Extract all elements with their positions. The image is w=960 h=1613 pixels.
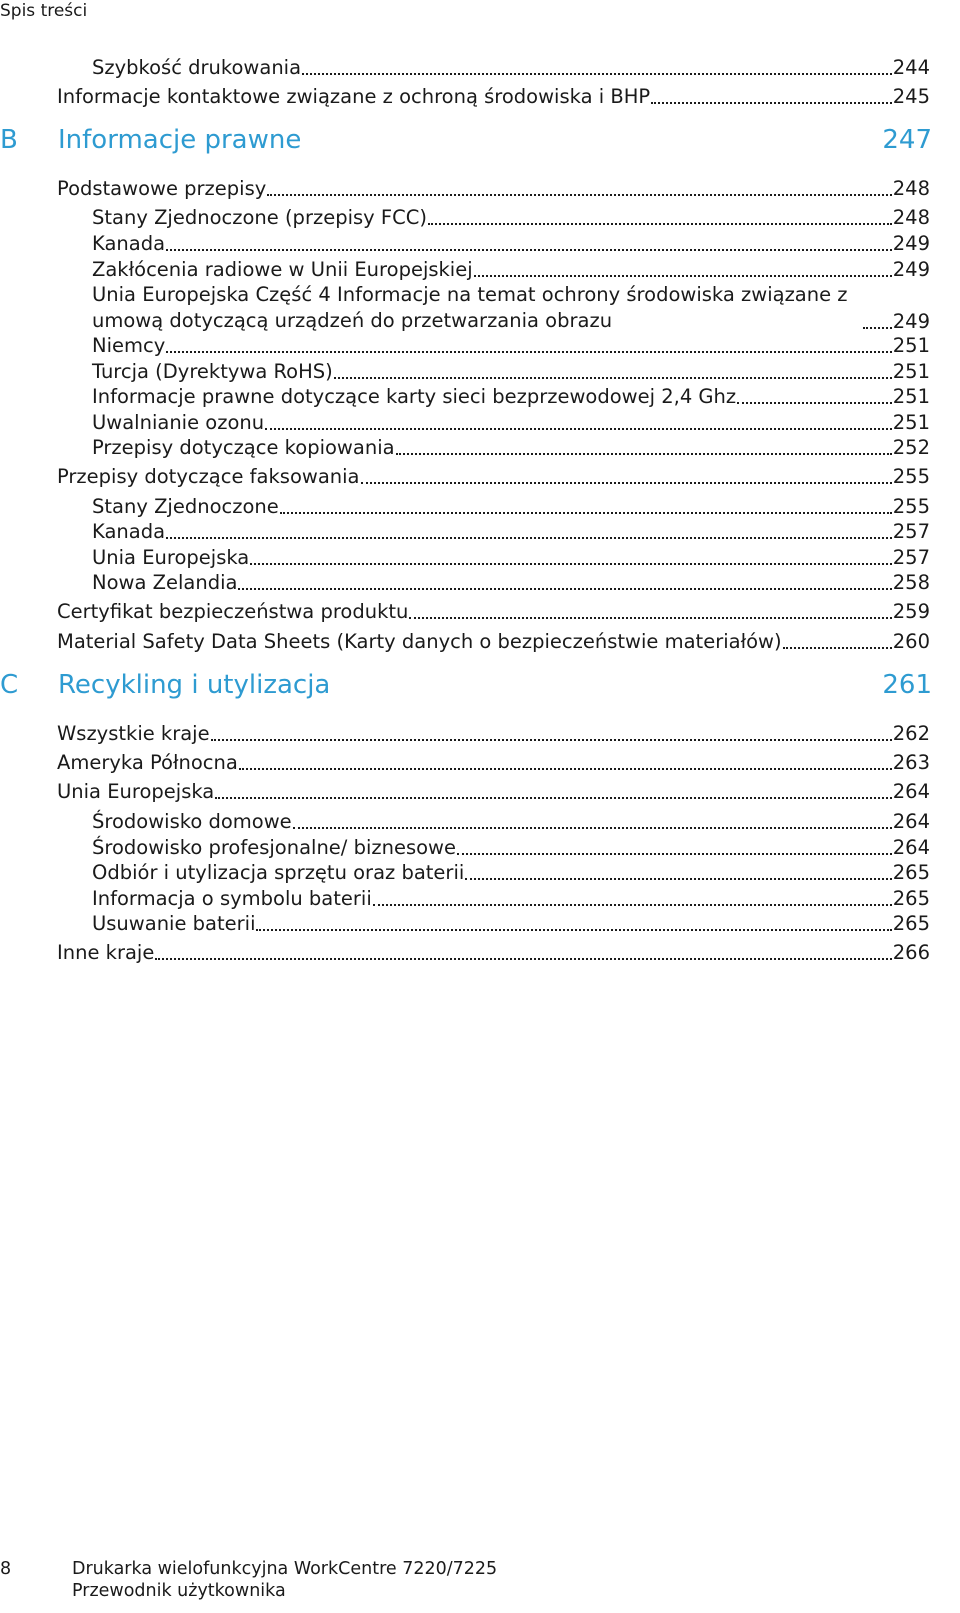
toc-entry-title: Unia Europejska Część 4 Informacje na temat ochrony środowiska związane z umową dotyczącą urządzeń do przetwarzania obrazu	[92, 283, 848, 332]
toc-entry[interactable]	[57, 465, 930, 489]
toc-leader-dots	[166, 349, 892, 353]
toc-entry-page: 265	[892, 861, 930, 884]
toc-entry-page: 264	[892, 780, 930, 803]
toc-entry[interactable]	[92, 385, 930, 409]
toc-leader-dots	[302, 71, 892, 75]
toc-entry-title: Material Safety Data Sheets (Karty danych o bezpieczeństwie materiałów)	[57, 630, 782, 653]
toc-entry-page: 251	[892, 334, 930, 357]
toc-entry-page: 257	[892, 520, 930, 543]
toc-entry[interactable]	[92, 56, 930, 80]
toc-entry-page: 251	[892, 411, 930, 434]
toc-leader-dots	[155, 956, 891, 960]
toc-entry-page: 251	[892, 360, 930, 383]
toc-entry-title: Informacja o symbolu baterii	[92, 887, 372, 910]
chapter-heading[interactable]	[0, 120, 960, 160]
toc-entry-page: 260	[892, 630, 930, 653]
chapter-title: Informacje prawne	[58, 125, 302, 155]
toc-entry[interactable]	[92, 810, 930, 834]
page-number: 8	[0, 1559, 12, 1579]
toc-entry[interactable]	[57, 941, 930, 965]
toc-leader-dots	[239, 766, 892, 770]
toc-entry-title: Informacje kontaktowe związane z ochroną środowiska i BHP	[57, 85, 651, 108]
toc-entry-title: Kanada	[92, 520, 166, 543]
toc-entry-page: 265	[892, 912, 930, 935]
toc-entry-title: Szybkość drukowania	[92, 56, 302, 79]
toc-entry[interactable]	[92, 411, 930, 435]
toc-entry-title: Wszystkie kraje	[57, 722, 210, 745]
toc-entry-page: 248	[892, 177, 930, 200]
toc-leader-dots	[457, 851, 892, 855]
toc-entry-title: Inne kraje	[57, 941, 155, 964]
toc-entry-title: Unia Europejska	[92, 546, 250, 569]
toc-entry[interactable]	[92, 232, 930, 256]
toc-entry-title: Informacje prawne dotyczące karty sieci bezprzewodowej 2,4 Ghz	[92, 385, 737, 408]
toc-entry-title: Środowisko domowe	[92, 810, 292, 833]
toc-leader-dots	[211, 737, 892, 741]
toc-entry-page: 266	[892, 941, 930, 964]
toc-leader-dots	[166, 247, 892, 251]
toc-entry-page: 252	[892, 436, 930, 459]
toc-leader-dots	[280, 510, 892, 514]
toc-entry-title: Usuwanie baterii	[92, 912, 256, 935]
toc-entry[interactable]	[92, 360, 930, 384]
toc-entry[interactable]	[57, 85, 930, 109]
toc-entry-page: 264	[892, 810, 930, 833]
toc-leader-dots	[409, 615, 891, 619]
toc-leader-dots	[166, 535, 892, 539]
toc-entry[interactable]	[92, 571, 930, 595]
toc-entry-page: 249	[892, 258, 930, 281]
toc-entry-page: 259	[892, 600, 930, 623]
guide-name: Przewodnik użytkownika	[72, 1581, 286, 1601]
toc-entry-title: Środowisko profesjonalne/ biznesowe	[92, 836, 456, 859]
toc-entry[interactable]	[92, 282, 930, 334]
toc-entry-title: Nowa Zelandia	[92, 571, 238, 594]
toc-entry[interactable]	[92, 861, 930, 885]
toc-entry-page: 248	[892, 206, 930, 229]
toc-entry[interactable]	[57, 630, 930, 654]
toc-leader-dots	[250, 561, 892, 565]
toc-entry-title: Stany Zjednoczone	[92, 495, 279, 518]
toc-entry-page: 265	[892, 887, 930, 910]
toc-entry-page: 263	[892, 751, 930, 774]
chapter-page: 247	[882, 125, 932, 155]
toc-entry-page: 258	[892, 571, 930, 594]
toc-entry-page: 255	[892, 465, 930, 488]
toc-leader-dots	[737, 400, 892, 404]
toc-entry-page: 257	[892, 546, 930, 569]
toc-entry[interactable]	[57, 780, 930, 804]
toc-leader-dots	[215, 795, 892, 799]
toc-entry-title: Certyfikat bezpieczeństwa produktu	[57, 600, 409, 623]
toc-leader-dots	[293, 825, 892, 829]
toc-entry-title: Podstawowe przepisy	[57, 177, 267, 200]
toc-entry-title: Przepisy dotyczące kopiowania	[92, 436, 395, 459]
toc-entry-title: Niemcy	[92, 334, 166, 357]
chapter-letter: B	[0, 125, 18, 155]
toc-entry[interactable]	[57, 751, 930, 775]
toc-entry-title: Stany Zjednoczone (przepisy FCC)	[92, 206, 427, 229]
toc-leader-dots	[238, 586, 891, 590]
toc-entry-title: Zakłócenia radiowe w Unii Europejskiej	[92, 258, 473, 281]
toc-entry[interactable]	[92, 520, 930, 544]
toc-leader-dots	[783, 645, 892, 649]
toc-entry-title: Ameryka Północna	[57, 751, 238, 774]
toc-leader-dots	[474, 273, 892, 277]
toc-entry[interactable]	[92, 887, 930, 911]
toc-entry[interactable]	[92, 334, 930, 358]
toc-leader-dots	[267, 192, 891, 196]
toc-entry[interactable]	[92, 436, 930, 460]
toc-leader-dots	[373, 902, 892, 906]
toc-entry-page: 264	[892, 836, 930, 859]
toc-entry-page: 255	[892, 495, 930, 518]
toc-leader-dots	[256, 927, 891, 931]
toc-entry[interactable]	[57, 177, 930, 201]
toc-entry-title: Przepisy dotyczące faksowania	[57, 465, 360, 488]
toc-entry-page: 249	[892, 232, 930, 255]
chapter-page: 261	[882, 670, 932, 700]
toc-entry-title: Unia Europejska	[57, 780, 215, 803]
toc-entry[interactable]	[57, 600, 930, 624]
toc-entry-page: 251	[892, 385, 930, 408]
toc-entry[interactable]	[92, 258, 930, 282]
toc-leader-dots	[465, 876, 891, 880]
toc-entry[interactable]	[92, 495, 930, 519]
toc-entry[interactable]	[57, 722, 930, 746]
toc-entry-title: Uwalnianie ozonu	[92, 411, 265, 434]
product-name: Drukarka wielofunkcyjna WorkCentre 7220/7225	[72, 1559, 498, 1579]
toc-entry-page: 244	[892, 56, 930, 79]
toc-leader-dots	[361, 480, 892, 484]
toc-entry[interactable]	[92, 836, 930, 860]
toc-leader-dots	[334, 375, 892, 379]
toc-entry-page: 262	[892, 722, 930, 745]
toc-leader-dots	[428, 221, 892, 225]
toc-entry[interactable]	[92, 546, 930, 570]
chapter-title: Recykling i utylizacja	[58, 670, 331, 700]
toc-entry-title: Odbiór i utylizacja sprzętu oraz baterii	[92, 861, 465, 884]
chapter-heading[interactable]	[0, 665, 960, 705]
toc-entry-title: Kanada	[92, 232, 166, 255]
running-header: Spis treści	[0, 1, 88, 21]
toc-entry[interactable]	[92, 206, 930, 230]
toc-leader-dots	[396, 451, 892, 455]
toc-entry-page: 249	[892, 310, 930, 333]
toc-leader-dots	[651, 100, 892, 104]
toc-leader-dots	[863, 325, 892, 329]
chapter-letter: C	[0, 670, 19, 700]
toc-entry-page: 245	[892, 85, 930, 108]
toc-entry-title: Turcja (Dyrektywa RoHS)	[92, 360, 333, 383]
toc-entry[interactable]	[92, 912, 930, 936]
toc-leader-dots	[265, 426, 892, 430]
